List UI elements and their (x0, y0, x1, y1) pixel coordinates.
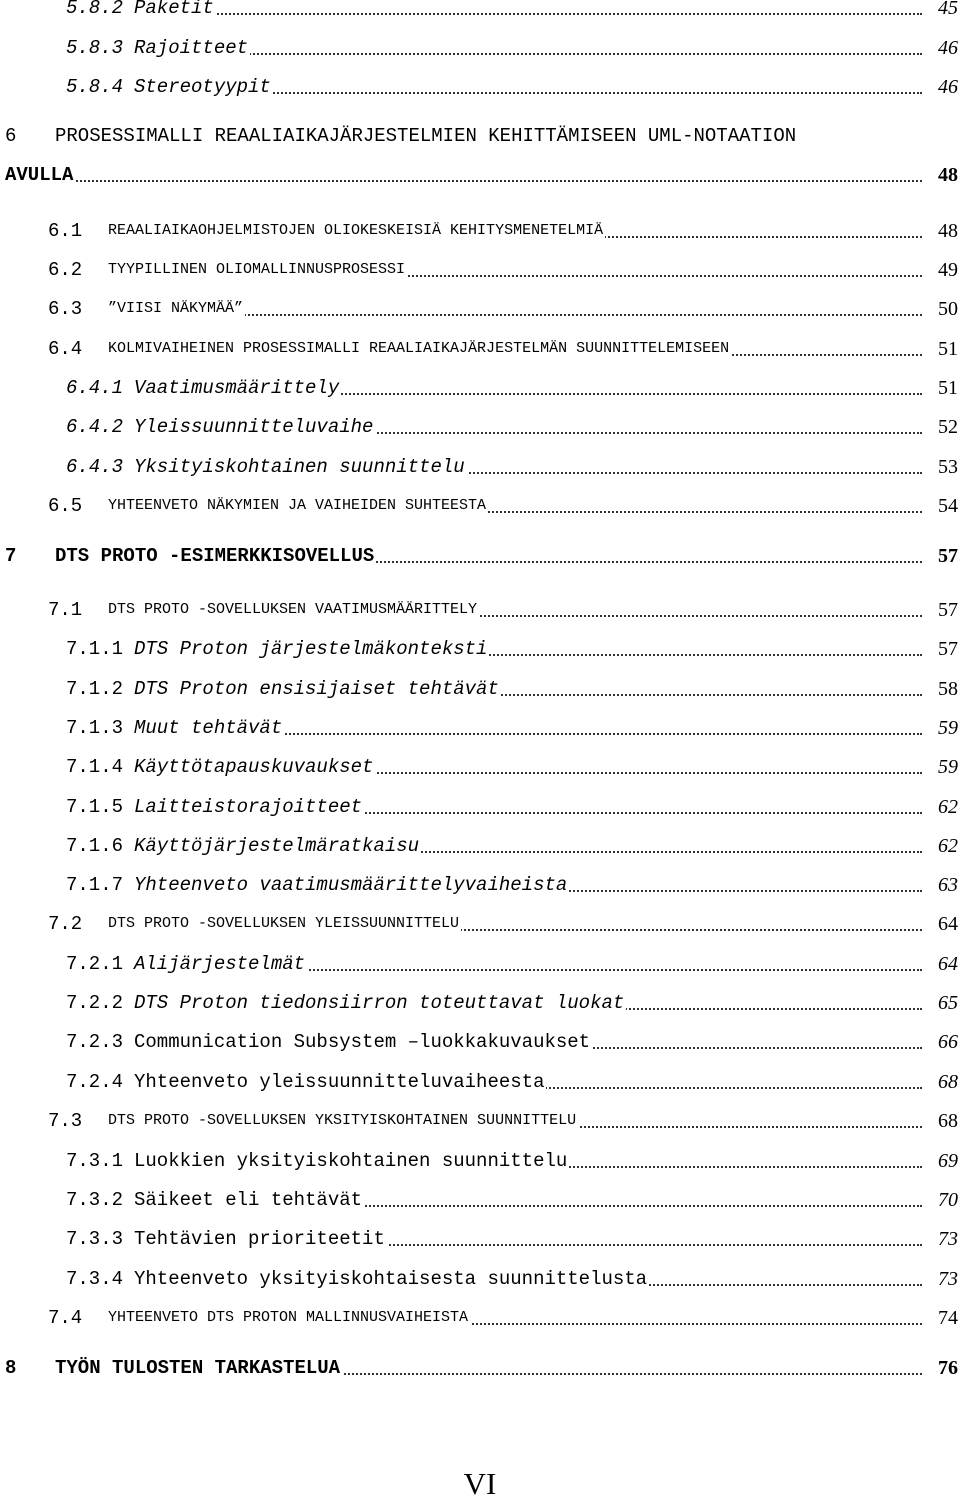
entry-number: 7.3.2 (66, 1189, 124, 1211)
page-footer-number: VI (463, 1466, 497, 1501)
page-number: 68 (936, 1107, 958, 1135)
toc-chapter-entry[interactable] (0, 1354, 958, 1382)
toc-chapter-entry[interactable] (0, 122, 958, 150)
toc-entry[interactable] (0, 0, 958, 22)
entry-number: 5.8.3 (66, 37, 124, 59)
entry-title: Käyttöjärjestelmäratkaisu (134, 832, 421, 860)
entry-number: 6.1 (48, 220, 83, 242)
toc-entry[interactable] (0, 1225, 958, 1253)
page-number: 74 (936, 1304, 958, 1332)
entry-title-continued: AVULLA (5, 161, 75, 189)
page-number: 73 (936, 1265, 958, 1293)
page-number: 45 (936, 0, 958, 22)
entry-title: Säikeet eli tehtävät (134, 1186, 364, 1214)
entry-title: DTS PROTO -ESIMERKKISOVELLUS (55, 542, 376, 570)
toc-entry[interactable] (0, 596, 958, 624)
toc-entry[interactable] (0, 635, 958, 663)
entry-title: KOLMIVAIHEINEN PROSESSIMALLI REAALIAIKAJÄRJESTELMÄN SUUNNITTELEMISEEN (108, 335, 731, 363)
toc-entry[interactable] (0, 989, 958, 1017)
entry-number: 7.4 (48, 1307, 83, 1329)
page-number: 46 (936, 34, 958, 62)
entry-title: REAALIAIKAOHJELMISTOJEN OLIOKESKEISIÄ KEHITYSMENETELMIÄ (108, 217, 605, 245)
entry-title: Vaatimusmäärittely (134, 374, 341, 402)
page-number: 57 (936, 635, 958, 663)
page-number: 52 (936, 413, 958, 441)
entry-number: 7.3.3 (66, 1228, 124, 1250)
entry-title: Rajoitteet (134, 34, 250, 62)
entry-title: Alijärjestelmät (134, 950, 307, 978)
page-number: 63 (936, 871, 958, 899)
toc-entry[interactable] (0, 453, 958, 481)
entry-title: Muut tehtävät (134, 714, 284, 742)
page-number: 51 (936, 374, 958, 402)
entry-title: TYYPILLINEN OLIOMALLINNUSPROSESSI (108, 256, 407, 284)
entry-number: 6.4.2 (66, 416, 124, 438)
toc-entry[interactable] (0, 413, 958, 441)
toc-entry[interactable] (0, 714, 958, 742)
toc-entry[interactable] (0, 73, 958, 101)
entry-number: 7.1.1 (66, 638, 124, 660)
entry-title: Stereotyypit (134, 73, 273, 101)
entry-title: Yhteenveto yksityiskohtaisesta suunnittelusta (134, 1265, 649, 1293)
entry-number: 7.1 (48, 599, 83, 621)
entry-title: DTS Proton järjestelmäkonteksti (134, 635, 489, 663)
entry-number: 7.3 (48, 1110, 83, 1132)
entry-number: 8 (5, 1357, 17, 1379)
toc-entry[interactable] (0, 34, 958, 62)
entry-title: Tehtävien prioriteetit (134, 1225, 387, 1253)
toc-entry[interactable] (0, 335, 958, 363)
page-number: 53 (936, 453, 958, 481)
toc-entry[interactable] (0, 832, 958, 860)
page-number: 59 (936, 714, 958, 742)
entry-number: 7.1.6 (66, 835, 124, 857)
toc-entry[interactable] (0, 675, 958, 703)
entry-title: Yhteenveto vaatimusmäärittelyvaiheista (134, 871, 569, 899)
toc-entry[interactable] (0, 295, 958, 323)
toc-entry[interactable] (0, 217, 958, 245)
entry-title: Käyttötapauskuvaukset (134, 753, 375, 781)
page-number: 50 (936, 295, 958, 323)
entry-title: PROSESSIMALLI REAALIAIKAJÄRJESTELMIEN KEHITTÄMISEEN UML-NOTAATION (55, 122, 798, 150)
entry-number: 7.2 (48, 913, 83, 935)
page-number: 64 (936, 950, 958, 978)
page-number: 49 (936, 256, 958, 284)
page-number: 70 (936, 1186, 958, 1214)
entry-number: 6.4.3 (66, 456, 124, 478)
entry-number: 7.2.3 (66, 1031, 124, 1053)
entry-title: Paketit (134, 0, 216, 22)
entry-title: DTS PROTO -SOVELLUKSEN YLEISSUUNNITTELU (108, 910, 461, 938)
entry-number: 6.2 (48, 259, 83, 281)
toc-entry[interactable] (0, 793, 958, 821)
toc-entry[interactable] (0, 1028, 958, 1056)
page-number: 68 (936, 1068, 958, 1096)
toc-entry[interactable] (0, 1068, 958, 1096)
toc-entry[interactable] (0, 256, 958, 284)
dot-leader (5, 180, 922, 182)
page-number: 76 (936, 1354, 958, 1382)
page-number: 54 (936, 492, 958, 520)
toc-entry[interactable] (0, 492, 958, 520)
entry-number: 7.3.4 (66, 1268, 124, 1290)
page-number: 65 (936, 989, 958, 1017)
dot-leader (134, 53, 922, 55)
page-number: 46 (936, 73, 958, 101)
page-number: 57 (936, 542, 958, 570)
toc-entry[interactable] (0, 1265, 958, 1293)
page-number: 51 (936, 335, 958, 363)
page-number: 64 (936, 910, 958, 938)
entry-number: 7 (5, 545, 17, 567)
entry-title: Laitteistorajoitteet (134, 793, 364, 821)
entry-number: 6.3 (48, 298, 83, 320)
entry-number: 7.3.1 (66, 1150, 124, 1172)
entry-title: Yksityiskohtainen suunnittelu (134, 453, 467, 481)
entry-number: 6.5 (48, 495, 83, 517)
entry-number: 7.1.2 (66, 678, 124, 700)
entry-number: 6.4 (48, 338, 83, 360)
toc-entry[interactable] (0, 1147, 958, 1175)
page-number: 48 (936, 217, 958, 245)
page-number: 59 (936, 753, 958, 781)
page-number: 62 (936, 832, 958, 860)
entry-number: 7.2.1 (66, 953, 124, 975)
dot-leader (134, 13, 922, 15)
entry-title: Yleissuunnitteluvaihe (134, 413, 375, 441)
toc-entry[interactable] (0, 374, 958, 402)
entry-number: 7.1.4 (66, 756, 124, 778)
page-number: 48 (936, 161, 958, 189)
toc-entry[interactable] (0, 871, 958, 899)
entry-title: YHTEENVETO DTS PROTON MALLINNUSVAIHEISTA (108, 1304, 470, 1332)
toc-entry[interactable] (0, 1186, 958, 1214)
entry-title: YHTEENVETO NÄKYMIEN JA VAIHEIDEN SUHTEESTA (108, 492, 488, 520)
toc-entry[interactable] (0, 910, 958, 938)
page-number: 62 (936, 793, 958, 821)
toc-chapter-entry[interactable] (0, 542, 958, 570)
entry-number: 7.2.2 (66, 992, 124, 1014)
entry-number: 7.1.5 (66, 796, 124, 818)
entry-number: 7.1.7 (66, 874, 124, 896)
entry-title: TYÖN TULOSTEN TARKASTELUA (55, 1354, 342, 1382)
entry-number: 5.8.2 (66, 0, 124, 19)
entry-number: 6 (5, 125, 17, 147)
page-number: 66 (936, 1028, 958, 1056)
entry-number: 7.2.4 (66, 1071, 124, 1093)
entry-number: 6.4.1 (66, 377, 124, 399)
page-number: 69 (936, 1147, 958, 1175)
toc-entry[interactable] (0, 1107, 958, 1135)
entry-title: DTS PROTO -SOVELLUKSEN YKSITYISKOHTAINEN SUUNNITTELU (108, 1107, 578, 1135)
entry-title: DTS PROTO -SOVELLUKSEN VAATIMUSMÄÄRITTELY (108, 596, 479, 624)
page-number: 73 (936, 1225, 958, 1253)
toc-entry[interactable] (0, 753, 958, 781)
entry-title: ”VIISI NÄKYMÄÄ” (108, 295, 245, 323)
entry-title: DTS Proton tiedonsiirron toteuttavat luokat (134, 989, 626, 1017)
entry-title: Communication Subsystem –luokkakuvaukset (134, 1028, 592, 1056)
page-number: 58 (936, 675, 958, 703)
toc-chapter-entry-continued[interactable] (0, 161, 958, 189)
toc-entry[interactable] (0, 1304, 958, 1332)
toc-entry[interactable] (0, 950, 958, 978)
entry-title: Yhteenveto yleissuunnitteluvaiheesta (134, 1068, 546, 1096)
entry-number: 5.8.4 (66, 76, 124, 98)
entry-number: 7.1.3 (66, 717, 124, 739)
entry-title: DTS Proton ensisijaiset tehtävät (134, 675, 501, 703)
page-number: 57 (936, 596, 958, 624)
entry-title: Luokkien yksityiskohtainen suunnittelu (134, 1147, 569, 1175)
